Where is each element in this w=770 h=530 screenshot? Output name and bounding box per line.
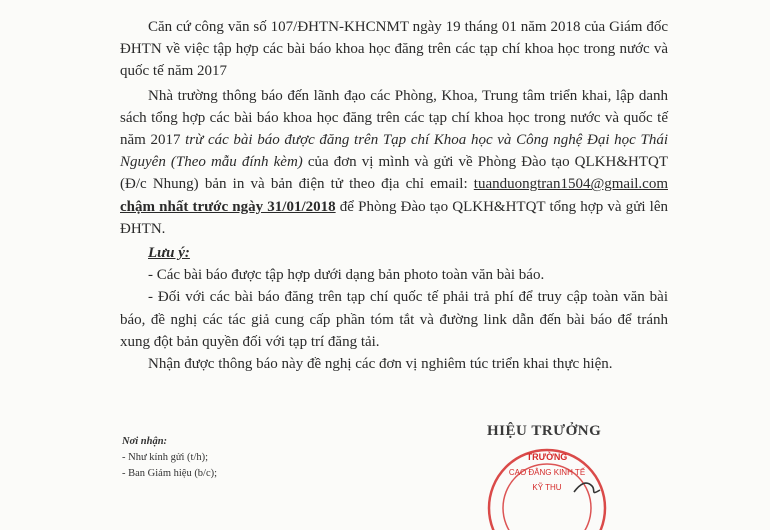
note-title: Lưu ý: <box>148 245 190 262</box>
notice-text-b: của đơn vị mình và gửi về Phòng Đào tạo QLKH&HTQT (Đ/c Nhung) bản in và bản điện tử theo địa chỉ email: <box>120 154 668 193</box>
notice-exclusion: trừ các bài báo được đăng trên Tạp chí Khoa học và Công nghệ Đại học Thái Nguyên (Theo mẫu đính kèm) <box>120 132 668 171</box>
email-link[interactable]: tuanduongtran1504@gmail.com <box>473 176 668 193</box>
paragraph-basis: Căn cứ công văn số 107/ĐHTN-KHCNMT ngày 19 tháng 01 năm 2018 của Giám đốc ĐHTN về việc tập hợp các bài báo khoa học đăng trên các tạp chí khoa học trong nước và quốc tế năm 2017 <box>120 19 668 80</box>
note-item-1: - Các bài báo được tập hợp dưới dạng bản photo toàn văn bài báo. <box>148 267 545 284</box>
note-heading <box>120 242 668 264</box>
seal-text-2: CAO ĐẲNG KINH TẾ <box>508 468 586 477</box>
note-item-2: - Đối với các bài báo đăng trên tạp chí quốc tế phải trả phí để truy cập toàn văn bài báo, đề nghị các tác giả cung cấp phần tóm tắt và đường link dẫn đến bài báo để tránh xung đột bản quyền đối với tạp trí đăng tải. <box>120 289 668 350</box>
document-body <box>120 16 668 375</box>
recipient-item: - Như kính gửi (t/h); <box>122 452 209 463</box>
official-seal-icon <box>462 440 632 530</box>
recipients-title: Nơi nhận: <box>122 436 168 447</box>
closing-line: Nhận được thông báo này đề nghị các đơn vị nghiêm túc triển khai thực hiện. <box>148 356 613 373</box>
deadline-text: chậm nhất trước ngày 31/01/2018 <box>120 198 336 215</box>
notice-text-a: Nhà trường thông báo đến lãnh đạo các Phòng, Khoa, Trung tâm triển khai, lập danh sách tổng hợp các bài báo khoa học đăng trên các tạp chí khoa học trong nước và quốc tế năm 2017 <box>120 87 668 149</box>
recipient-item: - Ban Giám hiệu (b/c); <box>122 468 218 479</box>
signer-title: HIỆU TRƯỞNG <box>487 423 602 439</box>
seal-text-3: KỸ THU <box>532 483 562 492</box>
paragraph-notice <box>120 85 668 240</box>
recipients-block <box>122 434 372 482</box>
notice-text-c: để Phòng Đào tạo QLKH&HTQT tổng hợp và gửi lên ĐHTN. <box>120 198 668 237</box>
cropped-heading <box>150 0 670 7</box>
seal-text-1: TRƯỜNG <box>526 452 568 462</box>
